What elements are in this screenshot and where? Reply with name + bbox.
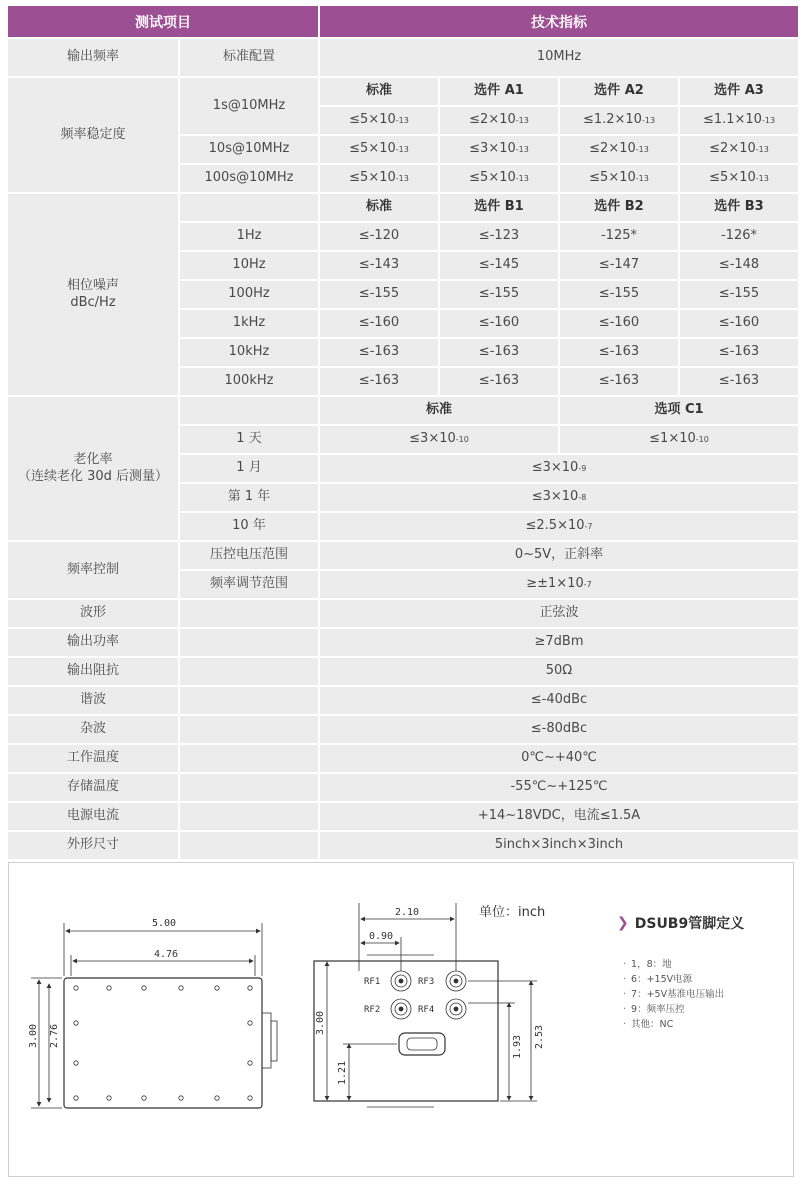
simple-row-value: 5inch×3inch×3inch (320, 832, 798, 859)
aging-cell: ≤2.5×10 -7 (320, 513, 798, 540)
phase-noise-row-label: 1Hz (180, 223, 318, 250)
phase-noise-cell: ≤-148 (680, 252, 798, 279)
freq-control-cell: 0~5V，正斜率 (320, 542, 798, 569)
phase-noise-cell: ≤-160 (320, 310, 438, 337)
dim-rf1-offset: 0.90 (369, 931, 394, 942)
stability-cell: ≤5×10 -13 (320, 165, 438, 192)
phase-noise-cell: ≤-155 (560, 281, 678, 308)
aging-row-label: 1 天 (180, 426, 318, 453)
phase-noise-row-label: 100Hz (180, 281, 318, 308)
phase-noise-row-label: 10kHz (180, 339, 318, 366)
simple-row-blank (180, 745, 318, 772)
simple-row-blank (180, 774, 318, 801)
simple-row-label: 工作温度 (8, 745, 178, 772)
simple-row-blank (180, 600, 318, 627)
simple-row-blank (180, 803, 318, 830)
stability-cell: ≤2×10 -13 (440, 107, 558, 134)
simple-row-blank (180, 687, 318, 714)
simple-row-label: 谐波 (8, 687, 178, 714)
aging-cell: ≤1×10 -10 (560, 426, 798, 453)
dim-height-inner: 2.76 (49, 1023, 60, 1048)
phase-noise-cell: ≤-160 (680, 310, 798, 337)
freq-control-row-label: 压控电压范围 (180, 542, 318, 569)
row-label-phase-noise (8, 194, 178, 395)
phase-noise-col-header: 选件 B2 (560, 194, 678, 221)
simple-row-label: 输出功率 (8, 629, 178, 656)
simple-row-blank (180, 629, 318, 656)
value-output-freq: 10MHz (320, 39, 798, 76)
phase-noise-cell: ≤-143 (320, 252, 438, 279)
header-spec: 技术指标 (320, 6, 798, 37)
pin-item: · 1，8：地 (623, 957, 724, 972)
phase-noise-cell: ≤-155 (680, 281, 798, 308)
stability-col-header: 选件 A3 (680, 78, 798, 105)
dim-side-height: 3.00 (315, 1010, 326, 1035)
aging-cell: ≤3×10 -9 (320, 455, 798, 482)
stability-cell: ≤5×10 -13 (560, 165, 678, 192)
dim-width-outer: 5.00 (152, 918, 177, 929)
dim-width-inner: 4.76 (154, 949, 179, 960)
stability-col-header: 标准 (320, 78, 438, 105)
aging-label: 老化率 (73, 451, 113, 467)
pin-item: · 9：频率压控 (623, 1002, 724, 1017)
mechanical-drawing-panel (8, 862, 794, 1177)
aging-cell: ≤3×10 -8 (320, 484, 798, 511)
row-label-aging (8, 397, 178, 540)
simple-row-label: 输出阻抗 (8, 658, 178, 685)
simple-row-label: 波形 (8, 600, 178, 627)
phase-noise-cell: ≤-120 (320, 223, 438, 250)
freq-control-cell: ≥±1×10 -7 (320, 571, 798, 598)
simple-row-value: ≥7dBm (320, 629, 798, 656)
aging-note: （连续老化 30d 后测量） (17, 468, 169, 484)
pin-item: · 6：+15V电源 (623, 972, 724, 987)
stability-col-header: 选件 A1 (440, 78, 558, 105)
aging-row-label: 1 月 (180, 455, 318, 482)
spec-grid (8, 6, 800, 37)
simple-row-value: 50Ω (320, 658, 798, 685)
simple-row-value: ≤-80dBc (320, 716, 798, 743)
phase-noise-cell: ≤-147 (560, 252, 678, 279)
spec-body (8, 39, 800, 859)
front-view-connector (262, 1013, 271, 1068)
pin-item: · 7：+5V基准电压输出 (623, 987, 724, 1002)
phase-noise-cell: ≤-160 (440, 310, 558, 337)
stability-col-header: 选件 A2 (560, 78, 678, 105)
stability-cell: ≤2×10 -13 (560, 136, 678, 163)
dim-dsub-height: 1.21 (337, 1060, 348, 1085)
aging-blank (180, 397, 318, 424)
stability-row-label: 100s@10MHz (180, 165, 318, 192)
phase-noise-cell: ≤-155 (440, 281, 558, 308)
pin-title-text: DSUB9管脚定义 (634, 916, 745, 932)
stability-cell: ≤3×10 -13 (440, 136, 558, 163)
dim-rf-offset: 2.10 (395, 907, 420, 918)
phase-noise-cell: ≤-163 (440, 339, 558, 366)
phase-noise-row-label: 1kHz (180, 310, 318, 337)
front-view-body (64, 978, 262, 1108)
phase-noise-cell: ≤-163 (440, 368, 558, 395)
simple-row-value: -55℃~+125℃ (320, 774, 798, 801)
phase-noise-cell: ≤-163 (320, 368, 438, 395)
dim-height-outer: 3.00 (28, 1023, 39, 1048)
simple-row-blank (180, 716, 318, 743)
stability-row-label: 1s@10MHz (180, 78, 318, 134)
simple-row-label: 存储温度 (8, 774, 178, 801)
row-label-freq-control: 频率控制 (8, 542, 178, 598)
phase-noise-col-header: 标准 (320, 194, 438, 221)
row-sub-output-freq: 标准配置 (180, 39, 318, 76)
dim-rf-high-height: 2.53 (534, 1024, 545, 1049)
simple-row-value: +14~18VDC，电流≤1.5A (320, 803, 798, 830)
simple-row-value: 正弦波 (320, 600, 798, 627)
header-test-item: 测试项目 (8, 6, 318, 37)
rf4-label: RF4 (418, 1005, 435, 1015)
simple-row-blank (180, 832, 318, 859)
pin-definition-title (617, 913, 744, 933)
aging-col-header: 选项 C1 (560, 397, 798, 424)
stability-cell: ≤5×10 -13 (320, 107, 438, 134)
pin-list (623, 957, 724, 1032)
stability-cell: ≤1.1×10 -13 (680, 107, 798, 134)
phase-noise-cell: ≤-163 (560, 368, 678, 395)
stability-cell: ≤2×10 -13 (680, 136, 798, 163)
stability-cell: ≤5×10 -13 (440, 165, 558, 192)
rf3-label: RF3 (418, 977, 435, 987)
simple-row-label: 外形尺寸 (8, 832, 178, 859)
pin-item: · 其他：NC (623, 1017, 724, 1032)
row-label-output-freq: 输出频率 (8, 39, 178, 76)
phase-noise-unit: dBc/Hz (70, 294, 116, 310)
phase-noise-cell: ≤-123 (440, 223, 558, 250)
unit-label: 单位：inch (479, 905, 546, 920)
mounting-screws (74, 986, 252, 1100)
phase-noise-row-label: 100kHz (180, 368, 318, 395)
aging-row-label: 10 年 (180, 513, 318, 540)
phase-noise-cell: ≤-163 (680, 368, 798, 395)
rf1-label: RF1 (364, 977, 381, 987)
dim-rf-low-height: 1.93 (512, 1034, 523, 1059)
phase-noise-cell: ≤-163 (680, 339, 798, 366)
dsub9-connector (399, 1033, 445, 1055)
stability-cell: ≤5×10 -13 (680, 165, 798, 192)
aging-col-header: 标准 (320, 397, 558, 424)
aging-cell: ≤3×10 -10 (320, 426, 558, 453)
phase-noise-cell: ≤-160 (560, 310, 678, 337)
rf2-label: RF2 (364, 1005, 381, 1015)
aging-row-label: 第 1 年 (180, 484, 318, 511)
simple-row-blank (180, 658, 318, 685)
phase-noise-cell: ≤-163 (320, 339, 438, 366)
simple-row-value: 0℃~+40℃ (320, 745, 798, 772)
phase-noise-cell: ≤-145 (440, 252, 558, 279)
phase-noise-col-header: 选件 B3 (680, 194, 798, 221)
phase-noise-col-header: 选件 B1 (440, 194, 558, 221)
phase-noise-cell: -126* (680, 223, 798, 250)
phase-noise-cell: ≤-163 (560, 339, 678, 366)
phase-noise-label: 相位噪声 (66, 277, 119, 293)
simple-row-label: 电源电流 (8, 803, 178, 830)
stability-cell: ≤5×10 -13 (320, 136, 438, 163)
simple-row-value: ≤-40dBc (320, 687, 798, 714)
stability-row-label: 10s@10MHz (180, 136, 318, 163)
chevron-right-icon: ❯ (617, 915, 629, 931)
phase-noise-blank (180, 194, 318, 221)
freq-control-row-label: 频率调节范围 (180, 571, 318, 598)
row-label-stability: 频率稳定度 (8, 78, 178, 192)
simple-row-label: 杂波 (8, 716, 178, 743)
phase-noise-row-label: 10Hz (180, 252, 318, 279)
phase-noise-cell: ≤-155 (320, 281, 438, 308)
stability-cell: ≤1.2×10 -13 (560, 107, 678, 134)
phase-noise-cell: -125* (560, 223, 678, 250)
